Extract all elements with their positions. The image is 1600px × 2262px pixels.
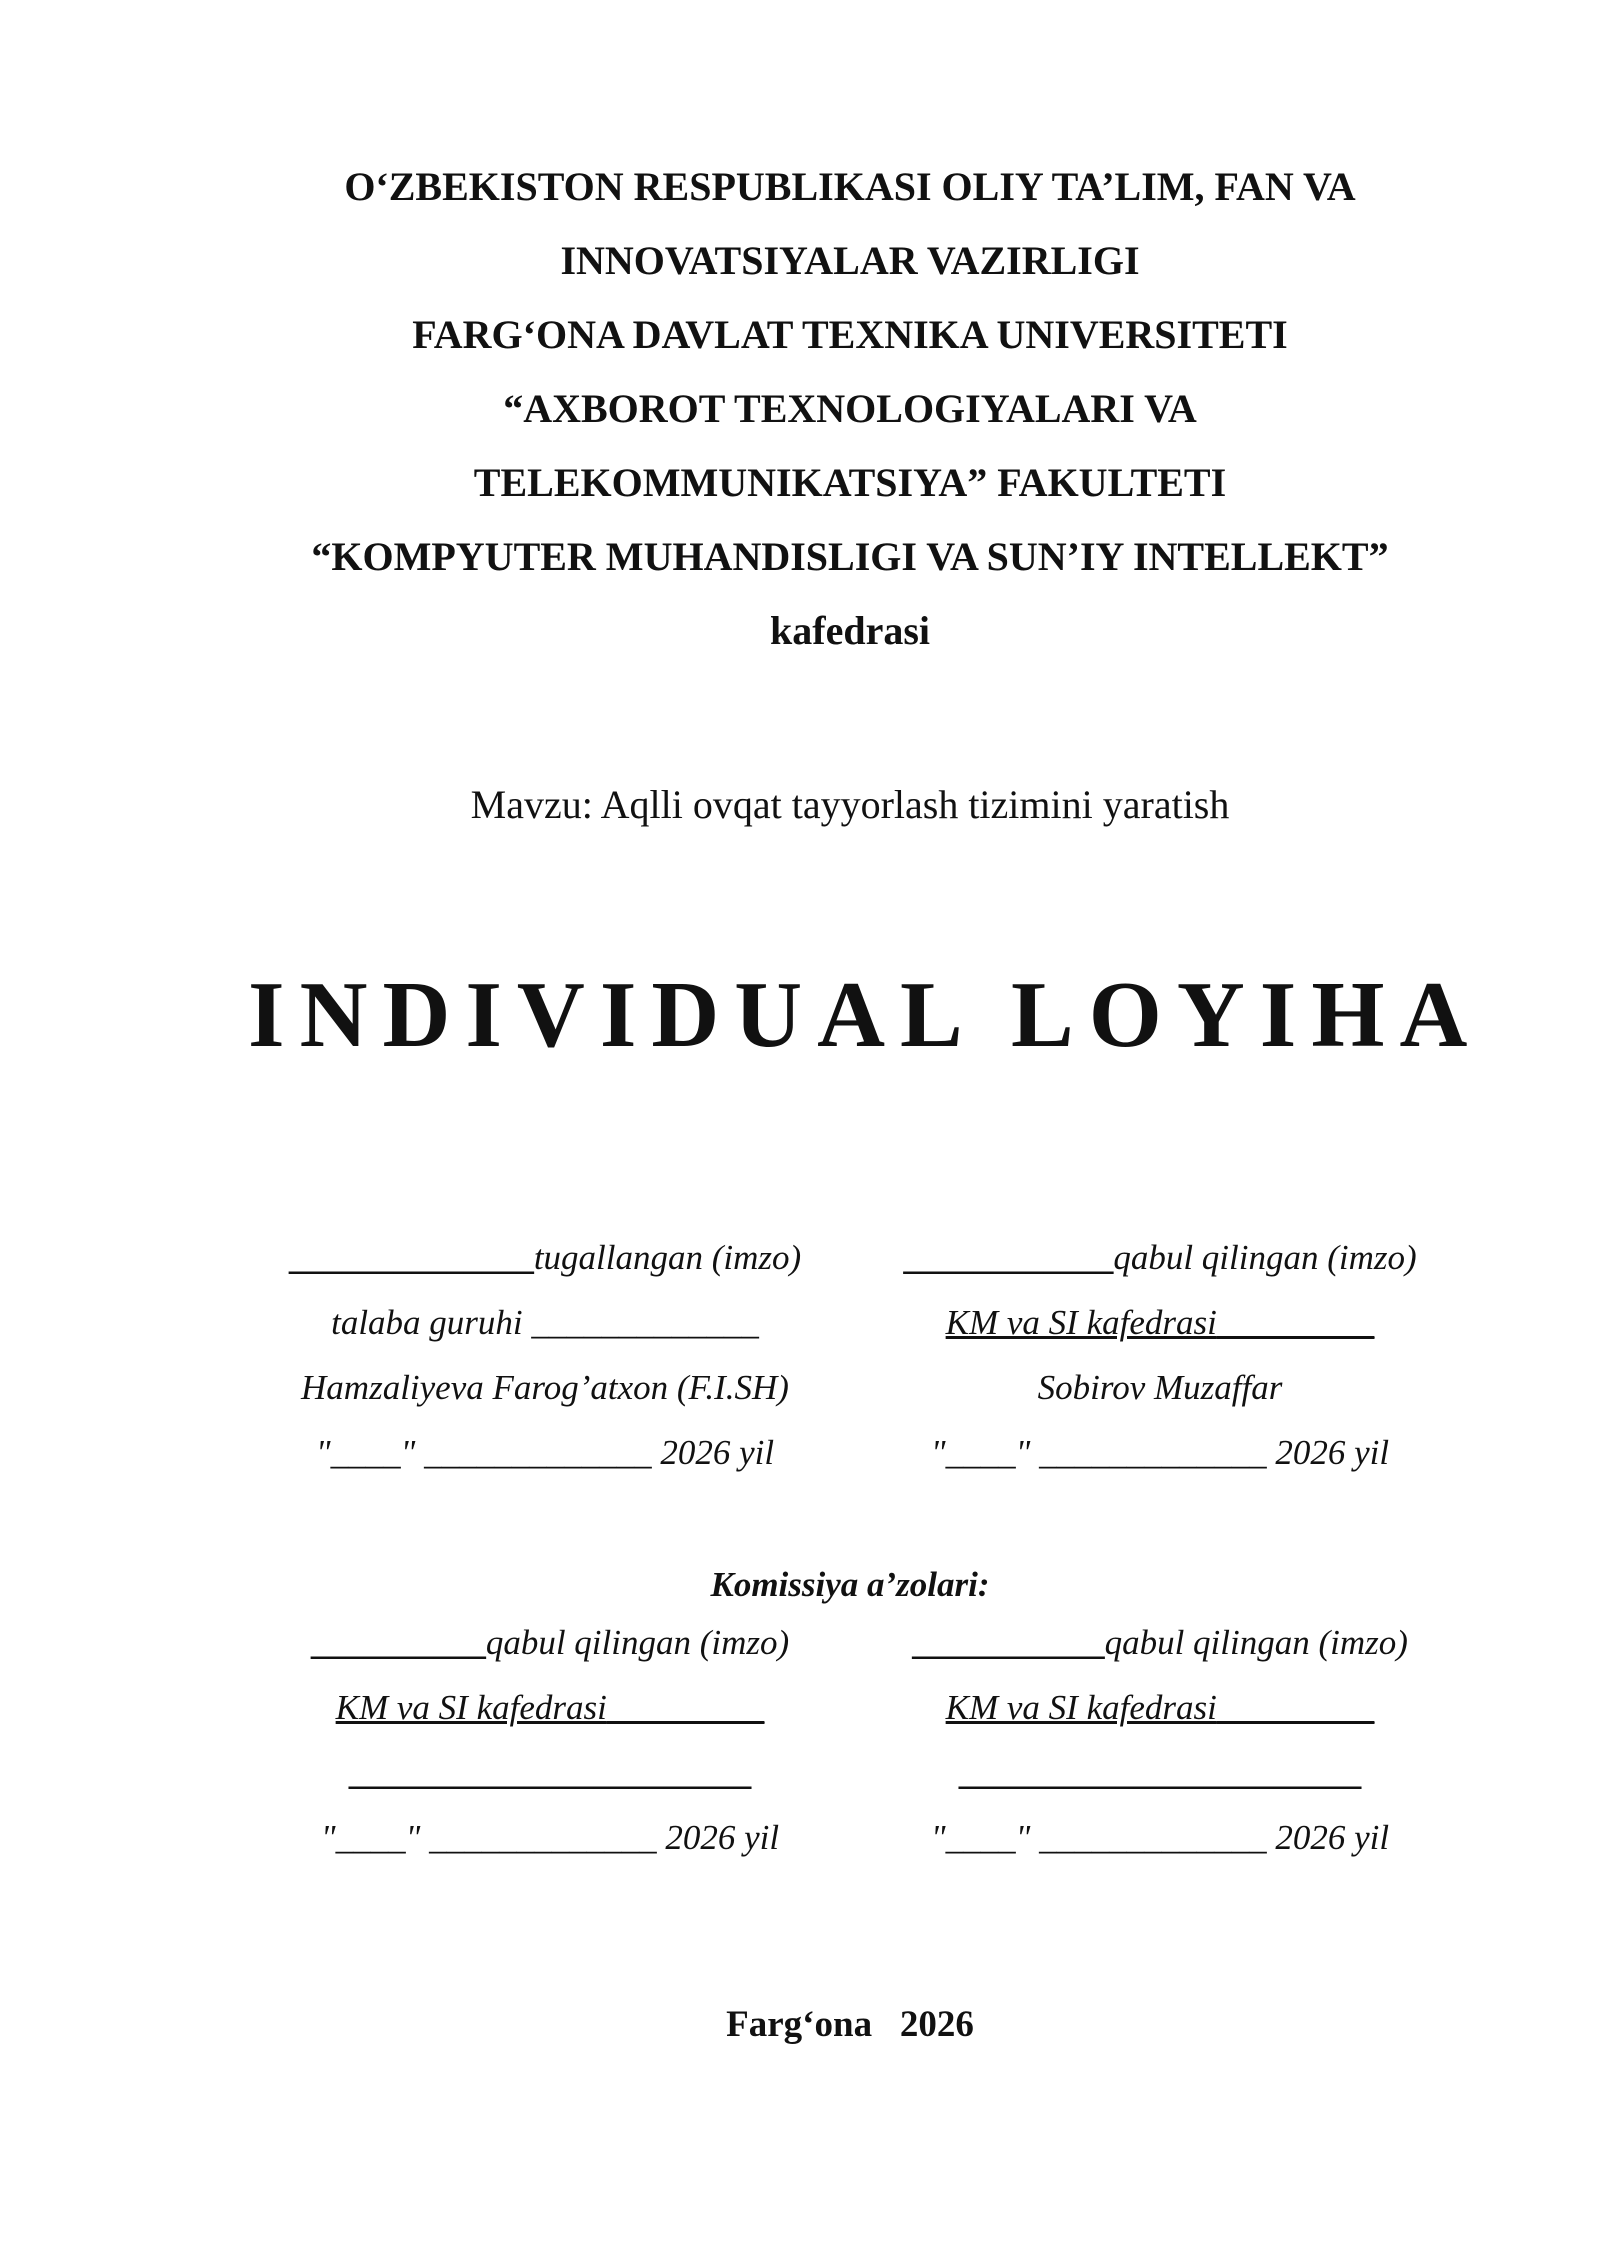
student-signature-line: [245, 1225, 845, 1290]
supervisor-signature-line: [860, 1225, 1460, 1290]
member-date-line: "____" _____________ 2026 yil: [320, 1818, 780, 1857]
faculty-line-1: “AXBOROT TEXNOLOGIYALARI VA: [503, 386, 1197, 431]
institution-header: [200, 150, 1500, 668]
signature-blank: ____________: [903, 1238, 1114, 1277]
student-signature-block: [245, 1225, 845, 1485]
signature-label: qabul qilingan (imzo): [485, 1623, 790, 1662]
signature-label: qabul qilingan (imzo): [1113, 1238, 1417, 1277]
signature-label: tugallangan (imzo): [533, 1238, 802, 1277]
ministry-line-2: INNOVATSIYALAR VAZIRLIGI: [560, 238, 1140, 283]
department-word: kafedrasi: [770, 608, 930, 653]
student-date-line: "____" _____________ 2026 yil: [315, 1433, 775, 1472]
member-signature-line: [860, 1610, 1460, 1675]
supervisor-signature-block: [860, 1225, 1460, 1485]
project-topic: Mavzu: Aqlli ovqat tayyorlash tizimini yaratish: [470, 782, 1230, 827]
member-date-line: "____" _____________ 2026 yil: [930, 1818, 1390, 1857]
member-signature-line: [250, 1610, 850, 1675]
department-label: KM va SI kafedrasi: [945, 1688, 1217, 1727]
signature-blank: ______________: [288, 1238, 534, 1277]
supervisor-date-line: "____" _____________ 2026 yil: [930, 1433, 1390, 1472]
signature-blank: ___________: [912, 1623, 1105, 1662]
department-label: KM va SI kafedrasi: [945, 1303, 1217, 1342]
signature-blank: __________: [310, 1623, 486, 1662]
document-title: INDIVIDUAL LOYIHA: [248, 963, 1483, 1067]
ministry-line-1: O‘ZBEKISTON RESPUBLIKASI OLIY TA’LIM, FAN VA: [344, 164, 1356, 209]
commission-member-2-block: [860, 1610, 1460, 1870]
supervisor-name: Sobirov Muzaffar: [1037, 1368, 1283, 1407]
member-name-blank: _______________________: [348, 1753, 752, 1792]
department-label: KM va SI kafedrasi: [335, 1688, 607, 1727]
member-department-line: [250, 1675, 850, 1740]
member-department-line: [860, 1675, 1460, 1740]
university-name: FARG‘ONA DAVLAT TEXNIKA UNIVERSITETI: [412, 312, 1288, 357]
commission-heading: Komissiya a’zolari:: [710, 1565, 990, 1604]
department-name: “KOMPYUTER MUHANDISLIGI VA SUN’IY INTELLEKT”: [311, 534, 1389, 579]
department-blank: _________: [606, 1688, 765, 1727]
commission-member-1-block: [250, 1610, 850, 1870]
faculty-line-2: TELEKOMMUNIKATSIYA” FAKULTETI: [473, 460, 1227, 505]
student-group-line: talaba guruhi _____________: [331, 1303, 759, 1342]
department-blank: _________: [1216, 1303, 1375, 1342]
department-blank: _________: [1216, 1688, 1375, 1727]
member-name-blank: _______________________: [958, 1753, 1362, 1792]
city-year-footer: Farg‘ona 2026: [726, 2004, 974, 2045]
signature-label: qabul qilingan (imzo): [1104, 1623, 1408, 1662]
student-name: Hamzaliyeva Farog’atxon (F.I.SH): [301, 1368, 789, 1407]
supervisor-department-line: [860, 1290, 1460, 1355]
